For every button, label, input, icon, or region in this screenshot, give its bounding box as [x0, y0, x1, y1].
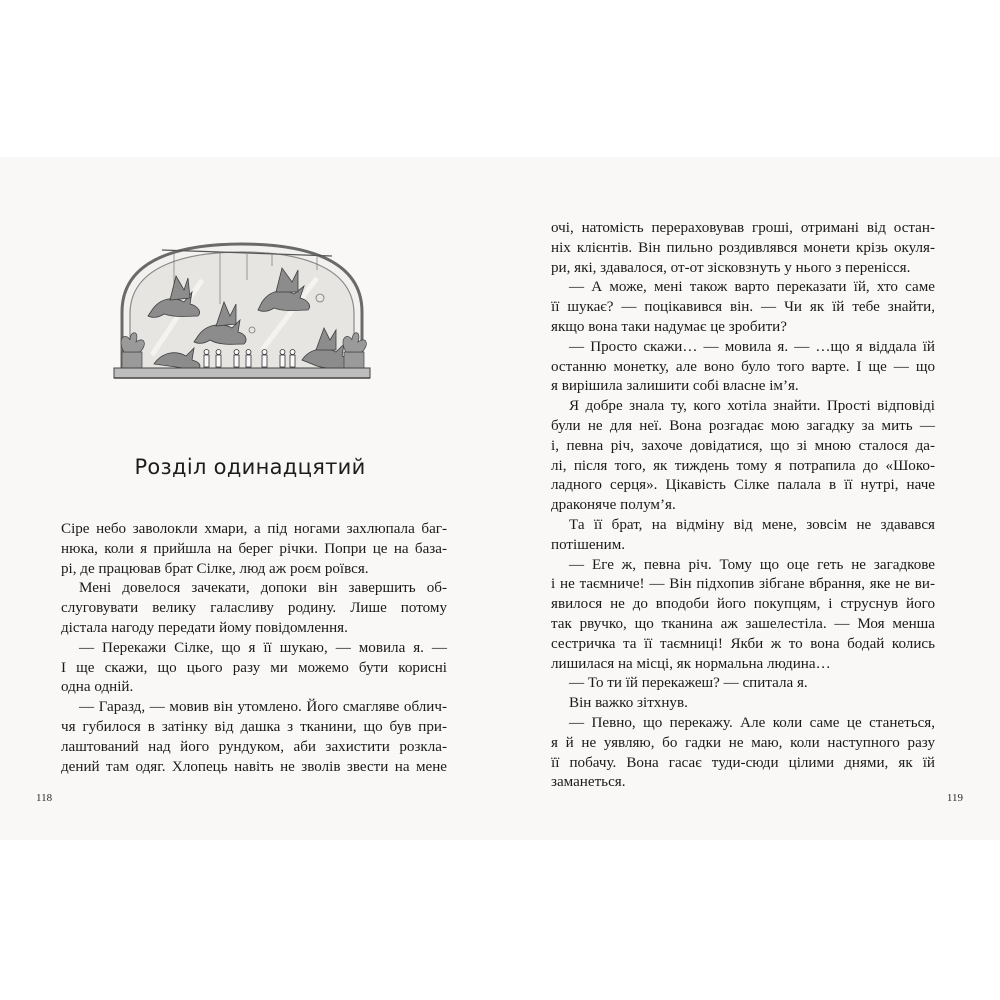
text-line: ри, які, здавалося, от-от зісковзнуть у нього з перенісся. — [551, 259, 911, 276]
text-line: явилося не до вподоби його покупцям, і струснув його — [551, 596, 935, 613]
text-line: одна одній. — [61, 679, 134, 696]
text-line: рі, де працював брат Сілке, люд аж роєм роївся. — [61, 560, 369, 577]
book-spread — [0, 157, 1000, 840]
text-line: Я добре знала ту, кого хотіла знайти. Прості відповіді — [569, 398, 935, 415]
text-line: потішеним. — [551, 536, 626, 553]
text-line: — Гаразд, — мовив він утомлено. Його смагляве облич- — [79, 699, 447, 716]
text-line: ніх клієнтів. Він пильно роздивлявся монети крізь окуля- — [551, 239, 935, 256]
text-line: її побачу. Вона гасає туди-сюди цілими днями, як їй — [551, 754, 935, 771]
text-line: сестричка та її таємниці! Якби ж то вона бодай колись — [551, 635, 935, 652]
text-line: — А може, мені також варто переказати їй, хто саме — [569, 279, 935, 296]
text-line: заманеться. — [551, 774, 626, 791]
text-line: І ще скажи, що цього разу ми можемо бути корисні — [61, 659, 447, 676]
text-line: — То ти їй перекажеш? — спитала я. — [569, 675, 808, 692]
text-line: її шукає? — поцікавився він. — Чи як їй тебе знайти, — [551, 299, 935, 316]
text-line: лі, після того, як тиждень тому я потрапила до «Шоко- — [551, 457, 935, 474]
text-line: я вирішила залишити собі власне ім’я. — [551, 378, 799, 395]
text-line: — Просто скажи… — мовила я. — …що я віддала їй — [569, 338, 935, 355]
text-line: дістала нагоду передати йому повідомлення. — [61, 619, 348, 636]
text-line: Мені довелося зачекати, допоки він завершить об- — [79, 580, 447, 597]
text-line: ладного серця». Цікавість Сілке палала в її нутрі, наче — [551, 477, 935, 494]
left-page — [0, 157, 500, 840]
page-number-right: 119 — [946, 792, 963, 804]
page-number-left: 118 — [36, 792, 53, 804]
left-page-text — [61, 520, 447, 777]
text-line: були не для неї. Вона розгадає мою загадку за мить — — [551, 417, 935, 434]
text-line: і, певна річ, захоче довідатися, що зі мною сталося да- — [551, 437, 935, 454]
right-page — [500, 157, 1000, 840]
text-line: лишилася на місці, як нормальна людина… — [551, 655, 831, 672]
text-line: дений там одяг. Хлопець навіть не зволів звести на мене — [61, 758, 447, 775]
text-line: лаштований над його рундуком, аби захистити розкла- — [61, 738, 447, 755]
text-line: — Перекажи Сілке, що я її шукаю, — мовила я. — — [79, 639, 447, 656]
text-line: я й не уявляю, бо гадки не маю, коли наступного разу — [551, 734, 935, 751]
text-line: Він важко зітхнув. — [569, 695, 688, 712]
text-line: останню монетку, але воно було того варте. І ще — що — [551, 358, 935, 375]
text-line: очі, натомість перераховував гроші, отримані від остан- — [551, 220, 935, 236]
text-line: — Еге ж, певна річ. Тому що оце геть не загадкове — [569, 556, 935, 573]
dragons-window-illustration — [112, 240, 372, 385]
text-line: чя губилося в затінку від дашка з тканини, що був при- — [61, 718, 447, 735]
right-page-text — [551, 219, 935, 793]
text-line: слуговувати велику галасливу родину. Лише потому — [61, 600, 447, 617]
text-line: Сіре небо заволокли хмари, а під ногами захлюпала баг- — [61, 521, 447, 537]
text-line: так рвучко, що тканина аж зашелестіла. — Моя менша — [551, 615, 935, 632]
text-line: якщо вона таки надумає це зробити? — [551, 318, 787, 335]
text-line: і не таємниче! — Він підхопив зібгане вбрання, яке не ви- — [551, 576, 935, 593]
text-line: — Певно, що перекажу. Але коли саме це станеться, — [569, 714, 935, 731]
text-line: Та її брат, на відміну від мене, зовсім не здавався — [569, 516, 935, 533]
text-line: драконяче полум’я. — [551, 497, 676, 514]
text-line: нюка, коли я прийшла на берег річки. Попри це на база- — [61, 540, 447, 557]
chapter-title: Розділ одинадцятий — [134, 455, 366, 479]
